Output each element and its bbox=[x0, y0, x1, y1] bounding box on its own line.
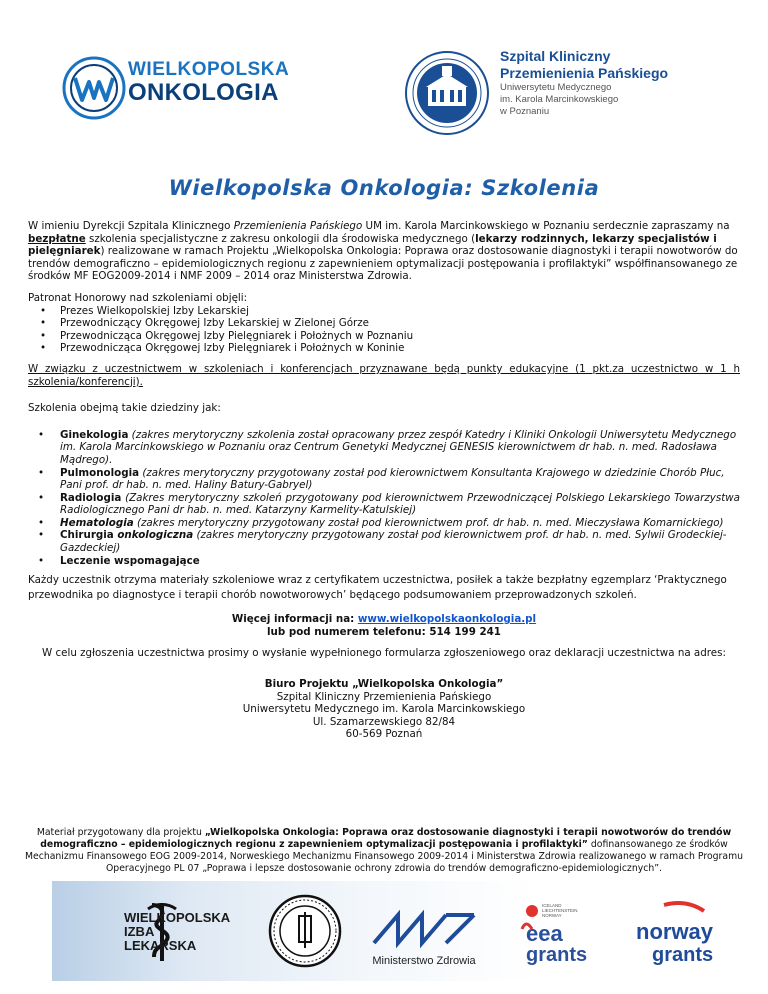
area-desc: (zakres merytoryczny przygotowany został pod kierownictwem prof. dr hab. n. med. Sylwii Grodeckiej-Gazdeckiej) bbox=[60, 529, 727, 555]
footer-text-3: dofinansowanego ze środków Mechanizmu Finansowego EOG 2009-2014, Norweskiego Mechanizmu Finansowego 2009-2014 i Ministerstwa Zdrowia realizowanego w ramach Programu Operacyjnego PL 07 „Poprawa i lepsze dostosowanie ochrony zdrowia do trendów demograficzno-epidemiologicznych”. bbox=[24, 839, 744, 875]
wo-logo-text bbox=[128, 60, 289, 105]
hospital-name-block bbox=[500, 48, 668, 118]
eea-big-2: grants bbox=[526, 944, 588, 966]
address-line4: 60-569 Poznań bbox=[345, 728, 423, 741]
address-block bbox=[28, 678, 740, 741]
eea-grants-logo-icon bbox=[520, 899, 610, 969]
area-name: Radiologia bbox=[60, 491, 122, 504]
list-item: • Przewodnicząca Okręgowej Izby Pielęgniarek i Położnych w Koninie bbox=[60, 342, 740, 355]
area-name: Chirurgia bbox=[60, 529, 118, 542]
area-name: Hematologia bbox=[60, 516, 134, 529]
main-content bbox=[28, 220, 740, 741]
points-note: W związku z uczestnictwem w szkoleniach i konferencjach przyznawane będą punkty edukacyjne (1 pkt.za uczestnictwo w 1 h szkolenia/konferencji). bbox=[28, 362, 740, 388]
area-desc: (Zakres merytoryczny szkoleń przygotowany pod kierownictwem Przewodniczącej Polskiego Lekarskiego Towarzystwa Radiologicznego Pani dr hab. n. med. Katarzyny Karmelity-Katulskiej) bbox=[60, 491, 740, 517]
wo-logo-line2: ONKOLOGIA bbox=[128, 79, 279, 106]
hospital-name-line2: Przemienienia Pańskiego bbox=[500, 65, 669, 81]
intro-text-3: UM im. Karola Marcinkowskiego w Poznaniu serdecznie zapraszamy na bbox=[362, 220, 730, 232]
address-line3: Ul. Szamarzewskiego 82/84 bbox=[312, 715, 456, 728]
info-prefix: Więcej informacji na: bbox=[231, 613, 358, 626]
intro-text-2: Przemienienia Pańskiego bbox=[233, 220, 363, 232]
hospital-sub-line3: w Poznaniu bbox=[500, 106, 550, 117]
intro-paragraph bbox=[28, 220, 740, 283]
list-item: • Prezes Wielkopolskiej Izby Lekarskiej bbox=[60, 305, 740, 318]
patronage-heading: Patronat Honorowy nad szkoleniami objęli: bbox=[28, 291, 248, 304]
list-item: • Przewodnicząca Okręgowej Izby Pielęgniarek i Położnych w Poznaniu bbox=[60, 330, 740, 343]
area-name: Ginekologia bbox=[60, 428, 129, 441]
intro-text-free: bezpłatne bbox=[28, 232, 86, 245]
certificates-paragraph: Każdy uczestnik otrzyma materiały szkoleniowe wraz z certyfikatem uczestnictwa, posiłek a także bezpłatny egzemplarz ‘Praktycznego przewodnika po diagnostyce i terapii chorób nowotworowych’ będącego podsumowaniem przeprowadzonych szkoleń. bbox=[28, 574, 727, 602]
patronage-list bbox=[28, 305, 740, 355]
patronage-section bbox=[28, 292, 740, 355]
info-phone: lub pod numerem telefonu: 514 199 241 bbox=[267, 625, 501, 638]
footer-text-1: Materiał przygotowany dla projektu bbox=[36, 827, 205, 839]
intro-text-5: szkolenia specjalistyczne z zakresu onkologii dla środowiska medycznego ( bbox=[85, 232, 476, 245]
area-name: Pulmonologia bbox=[60, 466, 140, 479]
info-block bbox=[28, 613, 740, 638]
list-item bbox=[60, 555, 740, 568]
footer-project-name: „Wielkopolska Onkologia: Poprawa oraz dostosowanie diagnostyki i terapii nowotworów do trendów demograficzno – epidemiologicznych regionu z zapewnieniem optymalizacji postępowania i profilaktyki” bbox=[40, 827, 732, 851]
page-title: Wielkopolska Onkologia: Szkolenia bbox=[168, 176, 600, 200]
eea-small-1: ICELAND bbox=[542, 903, 562, 908]
eea-small-3: NORWAY bbox=[542, 913, 562, 918]
hospital-name-line1: Szpital Kliniczny bbox=[500, 48, 611, 64]
official-seal-icon bbox=[268, 894, 342, 968]
hospital-sub-line2: im. Karola Marcinkowskiego bbox=[500, 94, 619, 105]
address-line2: Uniwersytetu Medycznego im. Karola Marcinkowskiego bbox=[242, 703, 526, 716]
area-name-2: onkologiczna bbox=[117, 529, 194, 542]
registration-paragraph: W celu zgłoszenia uczestnictwa prosimy o wysłanie wypełnionego formularza zgłoszeniowego oraz deklaracji uczestnictwa na adres: bbox=[42, 647, 726, 660]
area-desc: (zakres merytoryczny szkolenia został opracowany przez zespół Katedry i Kliniki Onkologii Uniwersytetu Medycznego im. Karola Marcinkowskiego w Poznaniu oraz Centrum Genetyki Medycznej GENESIS kierownictwem dr hab. n. med. Radosława Mądrego). bbox=[60, 428, 737, 466]
footer-note bbox=[20, 827, 748, 875]
website-link[interactable]: www.wielkopolskaonkologia.pl bbox=[357, 613, 537, 626]
list-item bbox=[60, 529, 740, 554]
wil-line3: LEKARSKA bbox=[124, 938, 197, 953]
wil-line2: IZBA bbox=[124, 924, 155, 939]
intro-text-7: ) realizowane w ramach Projektu „Wielkopolska Onkologia: Poprawa oraz dostosowanie diagnostyki i terapii nowotworów do trendów demograficzno – epidemiologicznych regionu z zapewnieniem optymalizacji postępowania i profilaktyki” współfinansowanego ze środków MF EOG2009-2014 i NMF 2009 – 2014 oraz Ministerstwa Zdrowia. bbox=[28, 245, 738, 283]
address-line1: Szpital Kliniczny Przemienienia Pańskiego bbox=[276, 690, 492, 703]
hospital-seal-icon bbox=[404, 50, 490, 136]
hospital-sub-line1: Uniwersytetu Medycznego bbox=[500, 82, 612, 93]
list-item bbox=[60, 429, 740, 467]
list-item: • Przewodniczący Okręgowej Izby Lekarskiej w Zielonej Górze bbox=[60, 317, 740, 330]
areas-heading: Szkolenia obejmą takie dziedziny jak: bbox=[28, 402, 221, 415]
norway-grants-logo-icon bbox=[634, 899, 730, 969]
intro-text-1: W imieniu Dyrekcji Szpitala Klinicznego bbox=[28, 220, 234, 232]
ministry-of-health-label: Ministerstwo Zdrowia bbox=[372, 955, 476, 967]
area-desc: (zakres merytoryczny przygotowany został pod kierownictwem prof. dr hab. n. med. Mieczysława Komarnickiego) bbox=[133, 516, 724, 529]
eea-small-2: LIECHTENSTEIN bbox=[542, 908, 578, 913]
areas-list bbox=[28, 429, 740, 568]
wo-logo-line1: WIELKOPOLSKA bbox=[128, 59, 290, 80]
medical-chamber-name bbox=[124, 911, 230, 953]
area-name: Leczenie wspomagające bbox=[60, 554, 200, 567]
sponsor-banner bbox=[52, 881, 744, 981]
nor-big-1: norway bbox=[636, 919, 714, 944]
list-item bbox=[60, 517, 740, 530]
address-name: Biuro Projektu „Wielkopolska Onkologia” bbox=[264, 678, 504, 691]
intro-text-audience: lekarzy rodzinnych, lekarzy specjalistów i pielęgniarek bbox=[28, 232, 717, 258]
wil-line1: WIELKOPOLSKA bbox=[124, 910, 231, 925]
header bbox=[0, 38, 768, 148]
nor-big-2: grants bbox=[652, 944, 714, 966]
eea-big-1: eea bbox=[526, 921, 563, 946]
list-item bbox=[60, 467, 740, 492]
area-desc: (zakres merytoryczny przygotowany został pod kierownictwem Konsultanta Krajowego w dziedzinie Chorób Płuc, Pani prof. dr hab. n. med. Haliny Batury-Gabryel) bbox=[60, 466, 725, 492]
list-item bbox=[60, 492, 740, 517]
